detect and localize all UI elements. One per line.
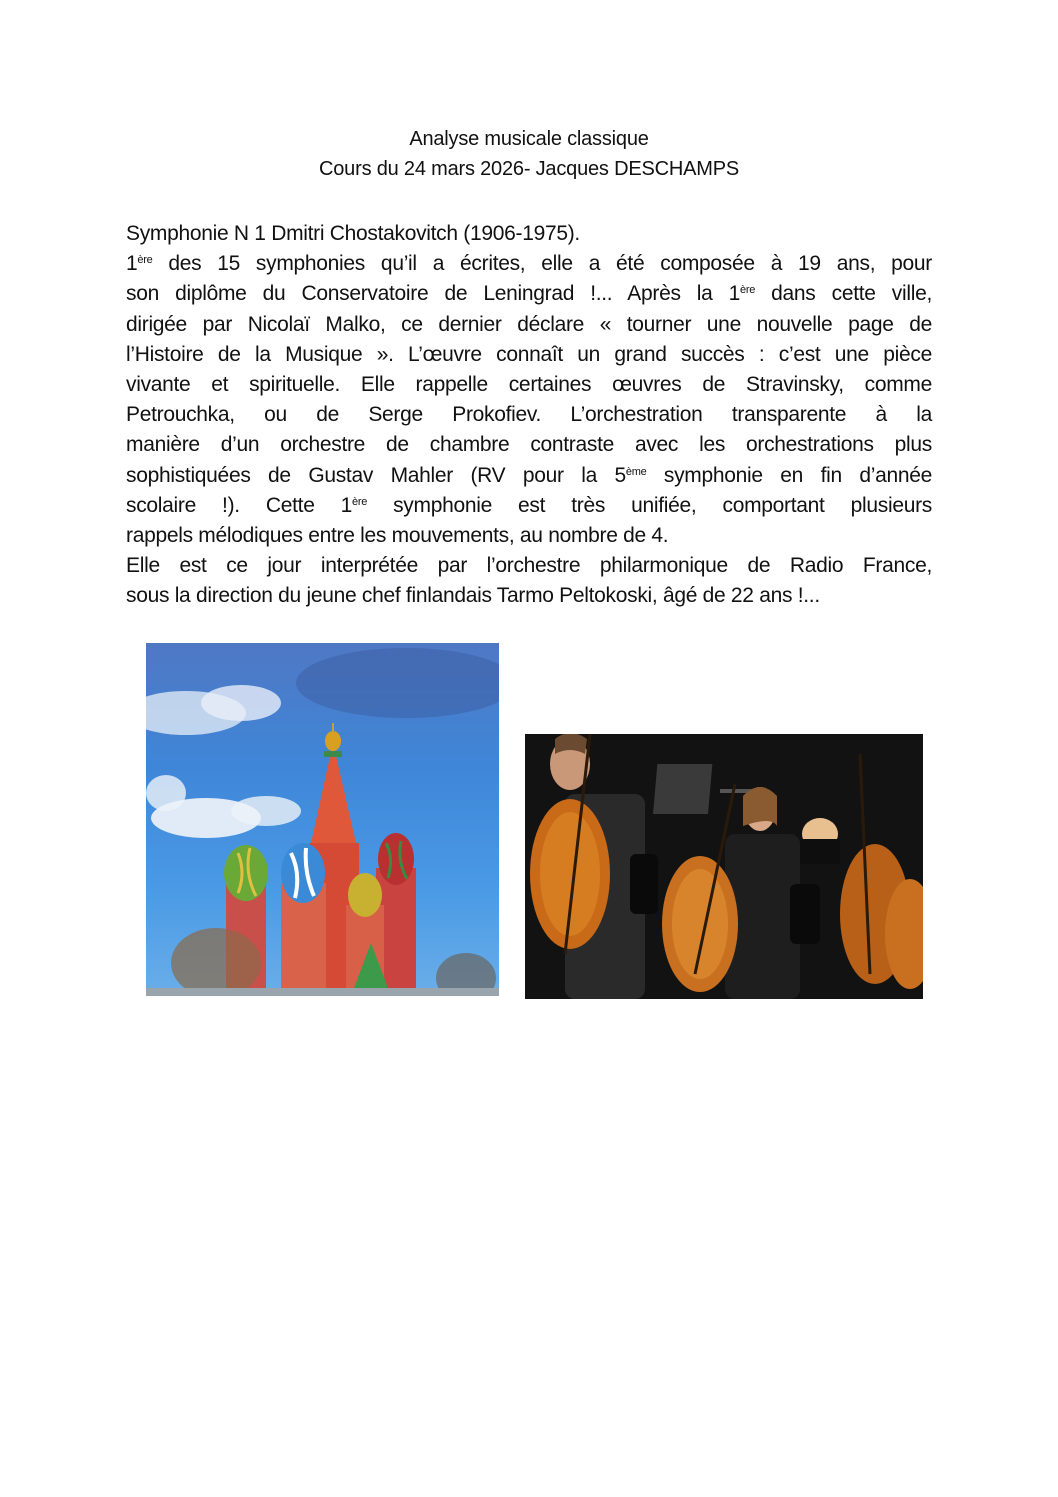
paragraph-line: Elle est ce jour interprétée par l’orchestre philarmonique de Radio France, bbox=[126, 554, 932, 578]
document-title: Analyse musicale classique bbox=[409, 128, 649, 150]
paragraph-line: scolaire !). Cette 1ère symphonie est très unifiée, comportant plusieurs bbox=[126, 493, 932, 517]
paragraph-line: manière d’un orchestre de chambre contraste avec les orchestrations plus bbox=[126, 433, 932, 457]
document-subtitle: Cours du 24 mars 2026- Jacques DESCHAMPS bbox=[319, 158, 739, 180]
paragraph-line: son diplôme du Conservatoire de Leningrad !... Après la 1ère dans cette ville, bbox=[126, 282, 932, 306]
paragraph-line: Petrouchka, ou de Serge Prokofiev. L’orchestration transparente à la bbox=[126, 403, 932, 427]
paragraph-line: sophistiquées de Gustav Mahler (RV pour la 5ème symphonie en fin d’année bbox=[126, 463, 933, 487]
paragraph-line: dirigée par Nicolaï Malko, ce dernier déclare « tourner une nouvelle page de bbox=[126, 312, 932, 336]
paragraph-line: 1ère des 15 symphonies qu’il a écrites, elle a été composée à 19 ans, pour bbox=[126, 252, 932, 276]
paragraph-line: sous la direction du jeune chef finlandais Tarmo Peltokoski, âgé de 22 ans !... bbox=[126, 584, 820, 608]
orchestra-illustration bbox=[525, 734, 923, 999]
paragraph-line: l’Histoire de la Musique ». L’œuvre connaît un grand succès : c’est une pièce bbox=[126, 342, 932, 366]
heading-line: Symphonie N 1 Dmitri Chostakovitch (1906-1975). bbox=[126, 222, 580, 245]
paragraph-line: rappels mélodiques entre les mouvements, au nombre de 4. bbox=[126, 524, 669, 548]
body-text bbox=[126, 219, 932, 612]
cathedral-illustration bbox=[146, 643, 499, 996]
saint-basil-cathedral-photo bbox=[146, 643, 499, 996]
paragraph-line: vivante et spirituelle. Elle rappelle certaines œuvres de Stravinsky, comme bbox=[126, 373, 932, 397]
cello-orchestra-photo bbox=[525, 734, 923, 999]
